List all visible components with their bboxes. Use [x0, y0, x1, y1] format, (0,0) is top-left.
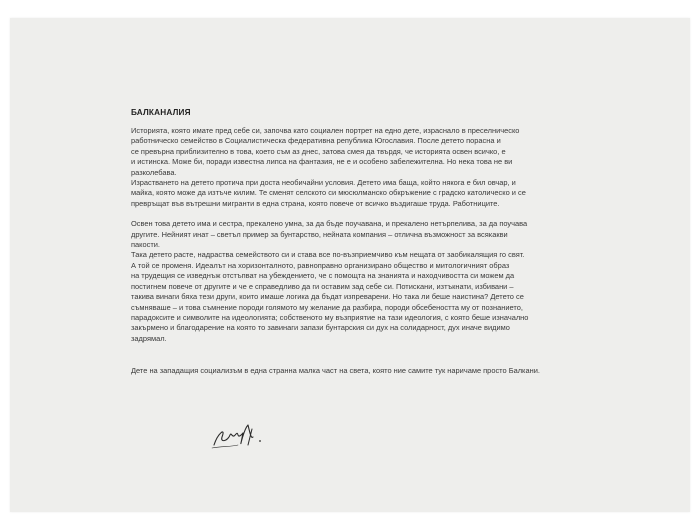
paragraph-3: Дете на западащия социализъм в една странна малка част на света, която ние самите тук наричаме просто Балкани.: [131, 366, 540, 376]
document-title: БАЛКАНАЛИЯ: [131, 108, 191, 117]
document-page: [10, 18, 690, 512]
handwritten-signature: [208, 415, 268, 455]
signature-icon: [208, 415, 268, 455]
document-body: [131, 108, 611, 377]
paragraph-1: Историята, която имате пред себе си, започва като социален портрет на едно дете, израснало в преселническо работническо семейство в Социалистическа федеративна република Югославия. После детето порасна и се превърна приблизително в това, което съм аз днес, затова смея да твърдя, че историята освен всичко, е и истинска. Може би, поради известна липса на фантазия, не е и особено забележителна. Но нека това не ви разколебава. Израстването на детето протича при доста необичайни условия. Детето има баща, който някога е бил овчар, и майка, която може да изтъче килим. Те сменят селското си мюсюлманско обкръжение с градско католическо и се превръщат във вътрешни мигранти в една страна, която повече от всичко въздигаше труда. Работниците.: [131, 126, 526, 208]
paragraph-2: Освен това детето има и сестра, прекалено умна, за да бъде поучавана, и прекалено нетърпелива, за да поучава другите. Нейният инат – светъл пример за бунтарство, нейната компания – отлична възможност за всякакви пакости. Така детето расте, надраства семейството си и става все по-възприемчиво към нещата от заобикалящия го свят. А той се променя. Идеалът на хоризонталното, равноправно организирано общество и митологичният образ на трудещия се изведнъж отстъпват на убеждението, че с помощта на знанията и находчивостта си можем да постигнем повече от другите и че е справедливо да ги оставим зад себе си. Потискани, изтъкнати, избивани – такива винаги бяха тези други, които имаше логика да бъдат изпреварени. Но така ли беше наистина? Детето се съмняваше – и това съмнение породи голямото му желание да разбира, породи обсебеността му от познанието, парадоксите и символите на идеологията; собственото му възприятие на тази идеология, с която беше изначално закърмено и благодарение на която то завинаги запази бунтарския си дух на солидарност, дух иначе видимо задрямал.: [131, 219, 529, 343]
